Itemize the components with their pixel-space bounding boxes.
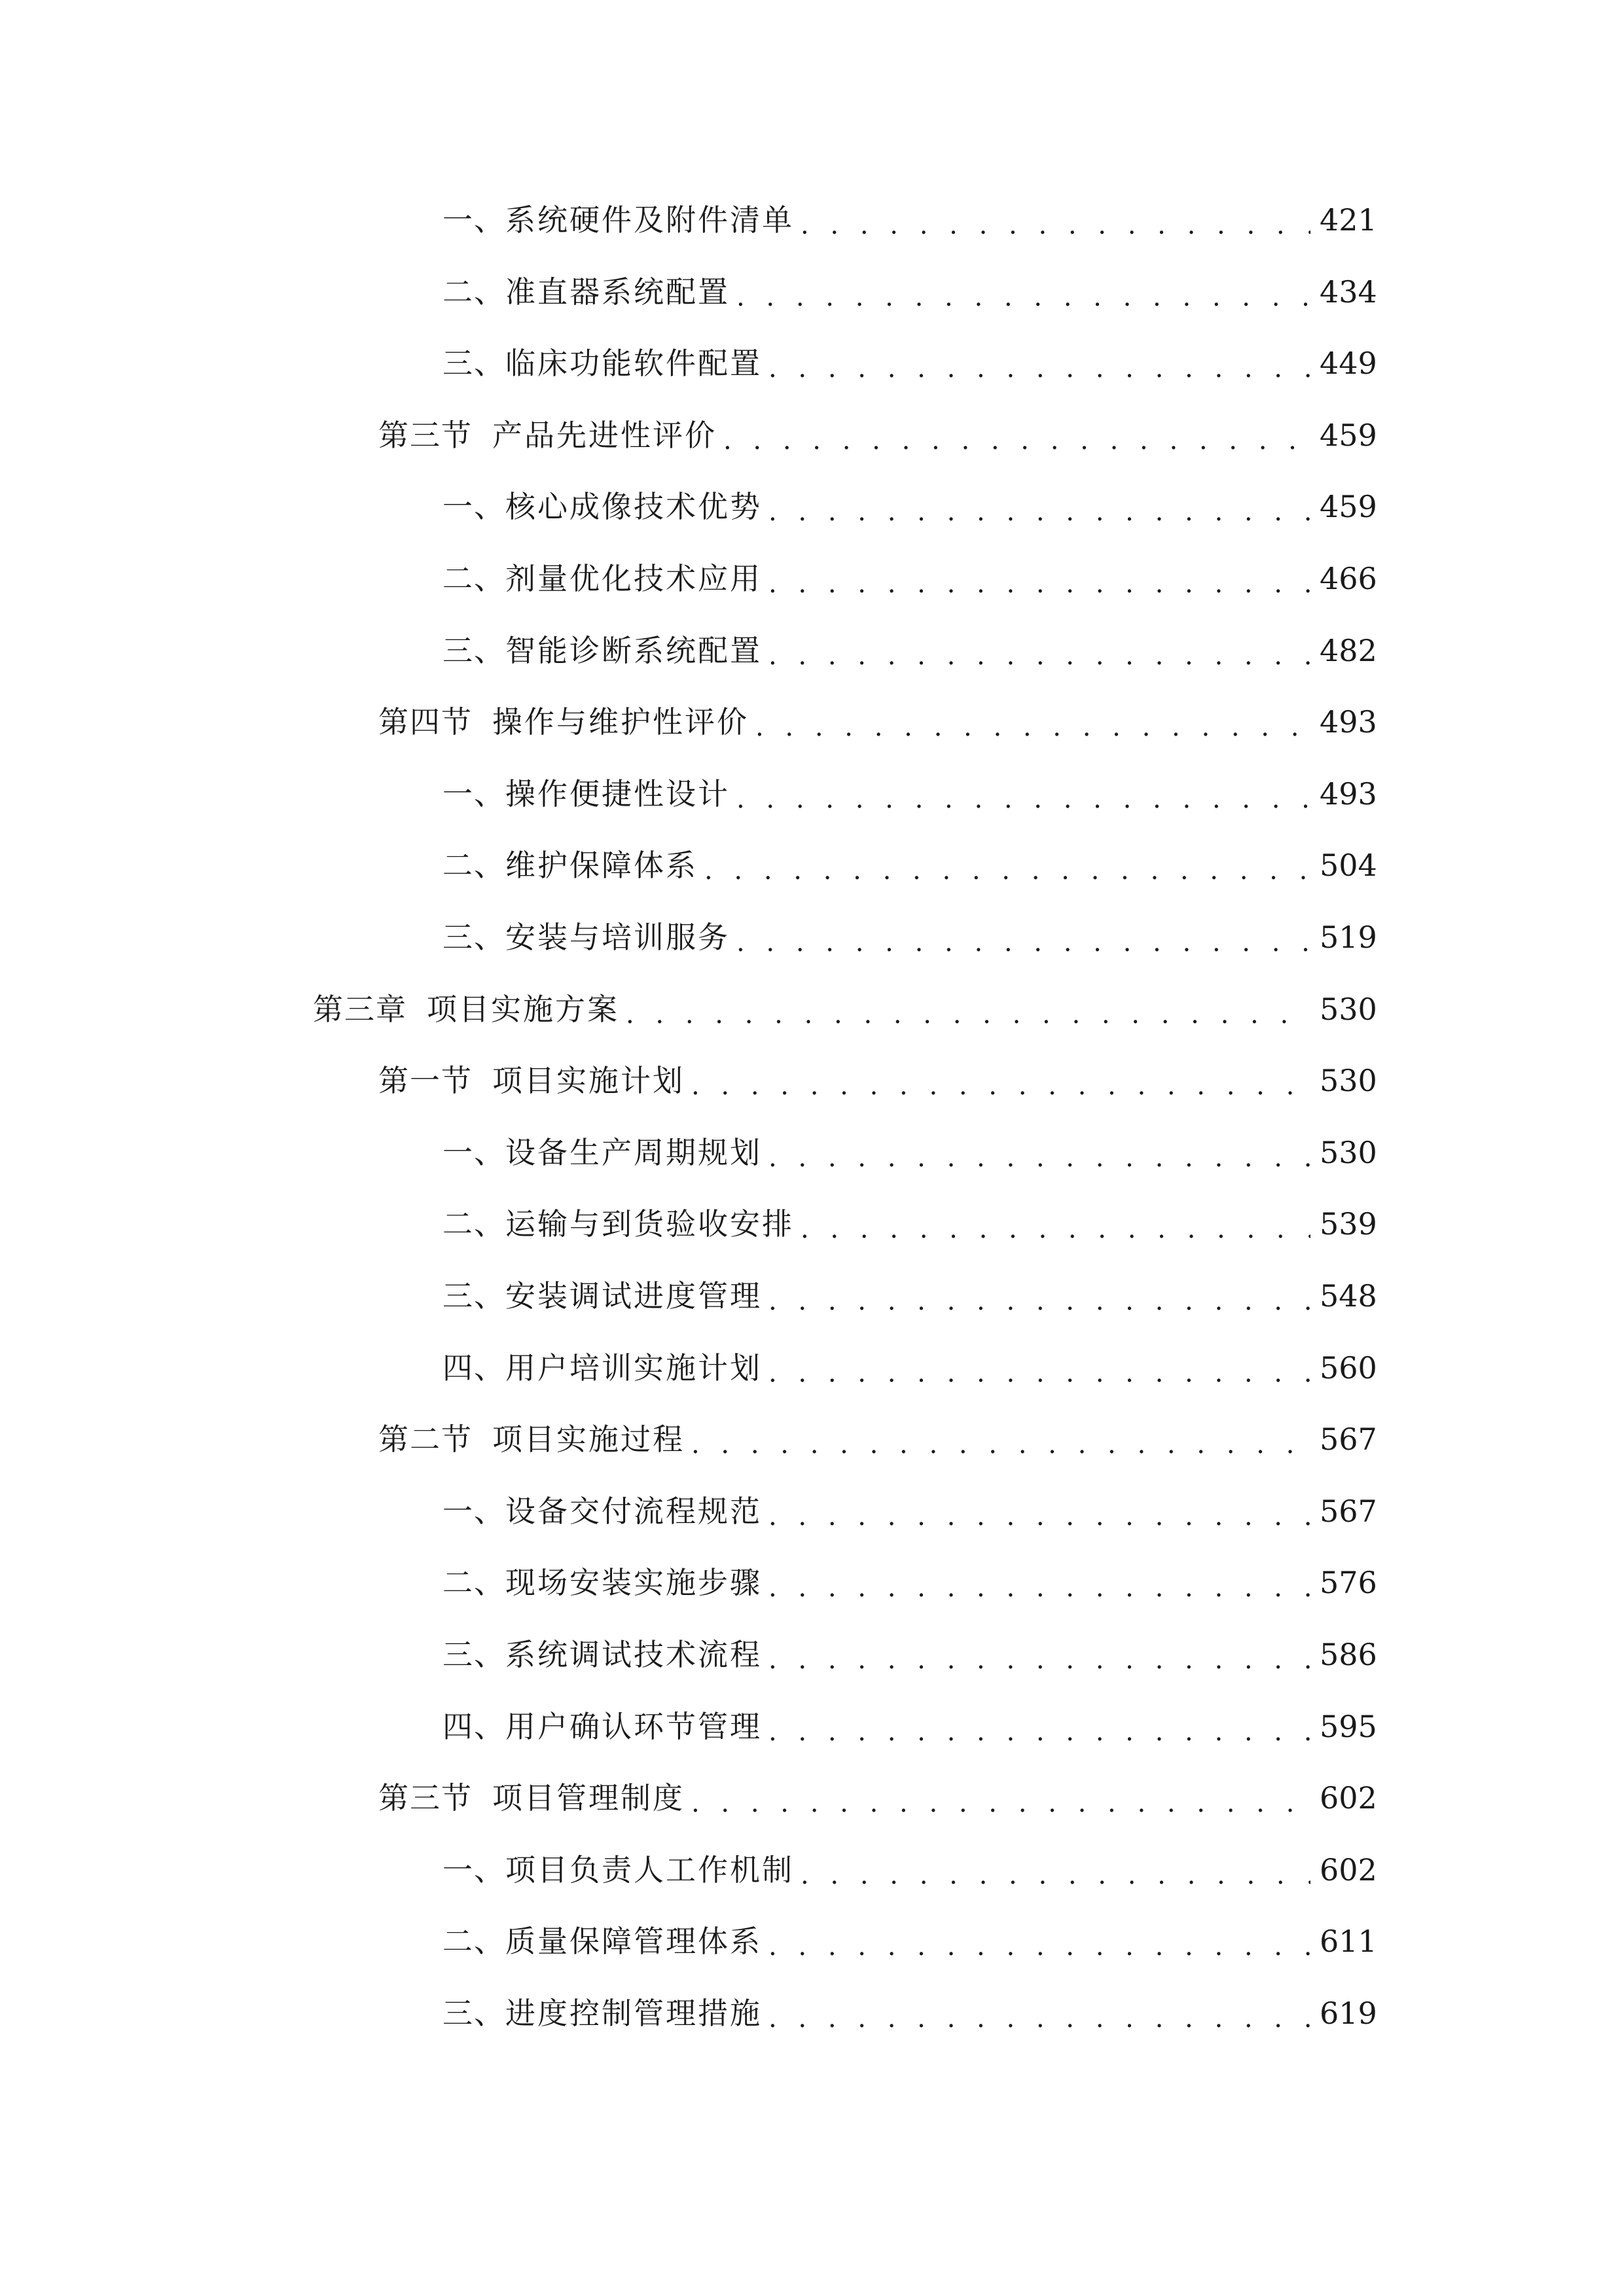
toc-dot-leader: [691, 1424, 1310, 1465]
toc-entry[interactable]: [442, 624, 1377, 677]
toc-entry-page-number: 567: [1320, 1494, 1377, 1529]
toc-entry-page-number: 595: [1320, 1709, 1377, 1744]
toc-entry-page-number: 619: [1320, 1996, 1377, 2031]
toc-entry-page-number: 560: [1320, 1350, 1377, 1386]
toc-entry-number: 一、: [442, 1852, 505, 1888]
toc-dot-leader: [768, 348, 1310, 389]
toc-entry-title: 项目实施方案: [427, 992, 619, 1027]
toc-entry-number: 一、: [442, 489, 505, 524]
toc-entry-title: 安装调试进度管理: [505, 1278, 762, 1314]
toc-dot-leader: [755, 706, 1310, 748]
toc-dot-leader: [768, 1639, 1310, 1681]
toc-dot-leader: [768, 1711, 1310, 1753]
toc-entry[interactable]: [442, 911, 1377, 963]
toc-dot-leader: [704, 850, 1310, 891]
toc-entry-number: 三、: [442, 1996, 505, 2031]
toc-entry-number: 一、: [442, 202, 505, 238]
toc-entry-title: 安装与培训服务: [505, 920, 730, 955]
toc-entry-title: 剂量优化技术应用: [505, 561, 762, 596]
toc-entry[interactable]: [442, 1628, 1377, 1681]
toc-entry[interactable]: [378, 1413, 1377, 1465]
toc-entry-title: 系统硬件及附件清单: [505, 202, 794, 238]
toc-entry-title: 系统调试技术流程: [505, 1637, 762, 1672]
toc-entry-title: 项目实施过程: [492, 1422, 685, 1457]
toc-entry-page-number: 567: [1320, 1422, 1377, 1457]
toc-entry-title: 产品先进性评价: [492, 418, 717, 453]
toc-dot-leader: [691, 1782, 1310, 1824]
toc-dot-leader: [768, 1998, 1310, 2039]
toc-entry-title: 核心成像技术优势: [505, 489, 762, 524]
toc-entry[interactable]: [442, 552, 1377, 605]
toc-entry-number: 一、: [442, 776, 505, 812]
toc-entry-number: 第三章: [313, 992, 407, 1027]
toc-entry-page-number: 519: [1320, 920, 1377, 955]
toc-entry-number: 三、: [442, 633, 505, 668]
toc-dot-leader: [768, 1280, 1310, 1322]
toc-entry-page-number: 466: [1320, 561, 1377, 596]
toc-entry-page-number: 602: [1320, 1780, 1377, 1816]
toc-entry-title: 现场安装实施步骤: [505, 1565, 762, 1600]
toc-entry[interactable]: [442, 1915, 1377, 1967]
toc-entry-title: 设备交付流程规范: [505, 1494, 762, 1529]
toc-entry-number: 第三节: [378, 1780, 473, 1816]
toc-entry-page-number: 449: [1320, 346, 1377, 381]
toc-dot-leader: [691, 1065, 1310, 1107]
toc-dot-leader: [801, 1854, 1310, 1896]
toc-entry[interactable]: [313, 983, 1377, 1035]
toc-entry[interactable]: [378, 696, 1377, 748]
toc-dot-leader: [768, 635, 1310, 677]
toc-entry-number: 三、: [442, 346, 505, 381]
toc-entry[interactable]: [378, 1054, 1377, 1107]
toc-dot-leader: [723, 420, 1310, 461]
toc-entry-title: 质量保障管理体系: [505, 1924, 762, 1959]
toc-entry-page-number: 586: [1320, 1637, 1377, 1672]
toc-entry-title: 维护保障体系: [505, 848, 698, 883]
toc-dot-leader: [626, 994, 1310, 1035]
toc-entry-page-number: 611: [1320, 1924, 1377, 1959]
toc-entry-title: 操作便捷性设计: [505, 776, 730, 812]
toc-entry-number: 二、: [442, 561, 505, 596]
toc-entry[interactable]: [378, 1772, 1377, 1824]
toc-dot-leader: [736, 276, 1310, 318]
toc-entry-number: 三、: [442, 920, 505, 955]
toc-entry-title: 进度控制管理措施: [505, 1996, 762, 2031]
toc-entry-title: 运输与到货验收安排: [505, 1206, 794, 1242]
toc-entry[interactable]: [378, 409, 1377, 461]
toc-entry[interactable]: [442, 1700, 1377, 1753]
toc-entry-number: 二、: [442, 274, 505, 310]
toc-dot-leader: [768, 563, 1310, 605]
toc-entry-title: 准直器系统配置: [505, 274, 730, 310]
toc-entry-number: 二、: [442, 1924, 505, 1959]
toc-dot-leader: [736, 778, 1310, 820]
toc-entry[interactable]: [442, 266, 1377, 318]
toc-dot-leader: [801, 1208, 1310, 1250]
toc-entry-number: 四、: [442, 1350, 505, 1386]
toc-entry[interactable]: [442, 1987, 1377, 2039]
toc-dot-leader: [736, 922, 1310, 963]
toc-entry-title: 操作与维护性评价: [492, 704, 749, 740]
toc-dot-leader: [768, 1137, 1310, 1179]
toc-entry-page-number: 548: [1320, 1278, 1377, 1314]
toc-entry[interactable]: [442, 480, 1377, 533]
toc-entry-number: 三、: [442, 1637, 505, 1672]
toc-dot-leader: [768, 491, 1310, 533]
toc-entry-page-number: 459: [1320, 489, 1377, 524]
toc-entry-number: 第三节: [378, 418, 473, 453]
toc-entry-number: 一、: [442, 1135, 505, 1170]
toc-entry-title: 智能诊断系统配置: [505, 633, 762, 668]
toc-entry-number: 二、: [442, 1206, 505, 1242]
toc-entry[interactable]: [442, 337, 1377, 389]
toc-entry-number: 第二节: [378, 1422, 473, 1457]
toc-entry-number: 一、: [442, 1494, 505, 1529]
toc-entry-title: 用户培训实施计划: [505, 1350, 762, 1386]
toc-entry-page-number: 482: [1320, 633, 1377, 668]
toc-dot-leader: [768, 1567, 1310, 1609]
toc-entry-page-number: 421: [1320, 202, 1377, 238]
toc-entry-page-number: 493: [1320, 776, 1377, 812]
toc-entry-page-number: 504: [1320, 848, 1377, 883]
toc-entry[interactable]: [442, 1126, 1377, 1179]
toc-dot-leader: [768, 1352, 1310, 1394]
toc-entry-page-number: 530: [1320, 1063, 1377, 1098]
toc-entry-number: 二、: [442, 848, 505, 883]
toc-entry-number: 第四节: [378, 704, 473, 740]
toc-entry[interactable]: [442, 1844, 1377, 1896]
toc-dot-leader: [768, 1496, 1310, 1537]
toc-dot-leader: [801, 204, 1310, 246]
toc-entry[interactable]: [442, 839, 1377, 891]
toc-entry-page-number: 576: [1320, 1565, 1377, 1600]
toc-entry-title: 用户确认环节管理: [505, 1709, 762, 1744]
toc-entry-page-number: 602: [1320, 1852, 1377, 1888]
toc-entry[interactable]: [442, 1270, 1377, 1322]
toc-entry-number: 四、: [442, 1709, 505, 1744]
toc-entry-number: 三、: [442, 1278, 505, 1314]
toc-entry-title: 项目实施计划: [492, 1063, 685, 1098]
toc-entry[interactable]: [442, 1198, 1377, 1250]
toc-entry-number: 第一节: [378, 1063, 473, 1098]
toc-entry-page-number: 539: [1320, 1206, 1377, 1242]
toc-entry-page-number: 459: [1320, 418, 1377, 453]
toc-dot-leader: [768, 1926, 1310, 1967]
toc-entry-page-number: 434: [1320, 274, 1377, 310]
toc-entry[interactable]: [442, 768, 1377, 820]
toc-entry-title: 临床功能软件配置: [505, 346, 762, 381]
toc-entry-page-number: 530: [1320, 992, 1377, 1027]
toc-entry-page-number: 493: [1320, 704, 1377, 740]
toc-entry[interactable]: [442, 194, 1377, 246]
toc-entry-title: 项目管理制度: [492, 1780, 685, 1816]
toc-entry[interactable]: [442, 1556, 1377, 1609]
toc-entry[interactable]: [442, 1342, 1377, 1394]
toc-entry[interactable]: [442, 1485, 1377, 1537]
toc-entry-title: 设备生产周期规划: [505, 1135, 762, 1170]
toc-entry-number: 二、: [442, 1565, 505, 1600]
toc-entry-title: 项目负责人工作机制: [505, 1852, 794, 1888]
toc-entry-page-number: 530: [1320, 1135, 1377, 1170]
